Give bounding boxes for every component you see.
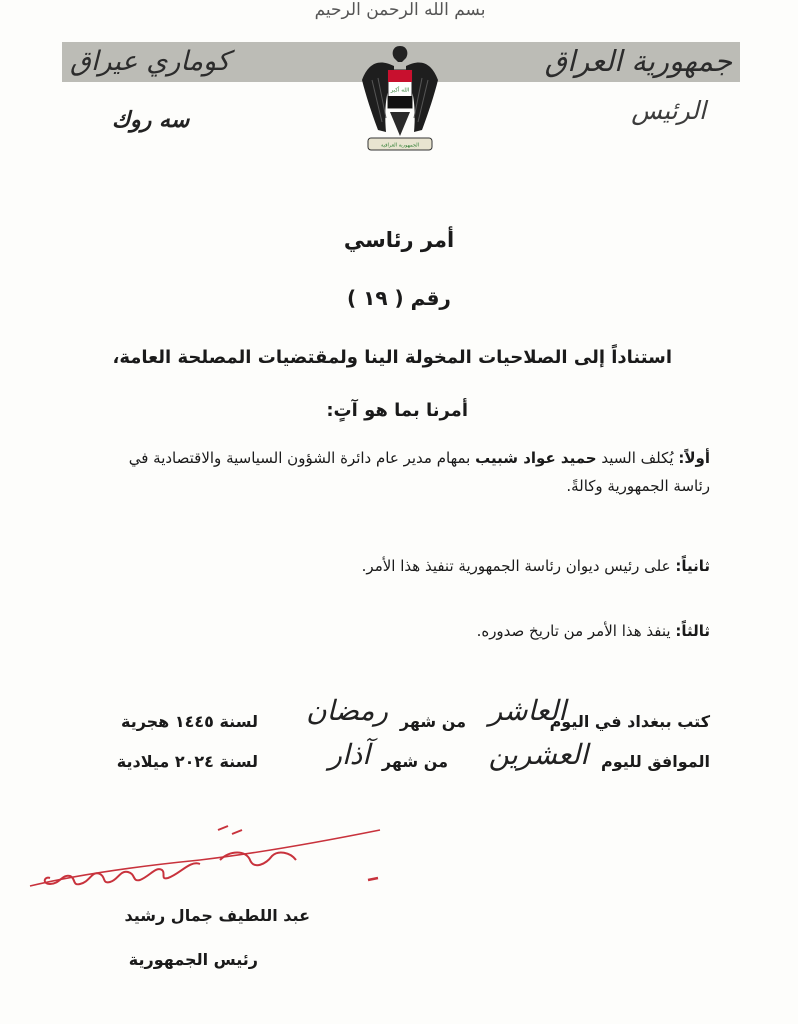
- republic-title-kurdish: كوماري عيراق: [70, 46, 230, 77]
- date-line2-prefix: الموافق لليوم: [600, 752, 710, 771]
- date-line2-year: لسنة ٢٠٢٤ ميلادية: [116, 752, 258, 771]
- item-label: ثالثاً:: [675, 622, 710, 640]
- signatory-name: عبد اللطيف جمال رشيد: [124, 906, 310, 925]
- basmala: بسم الله الرحمن الرحيم: [314, 0, 486, 20]
- item-label: ثانياً:: [675, 557, 710, 575]
- date-line2-month: آذار: [328, 738, 370, 771]
- preamble: استناداً إلى الصلاحيات المخولة الينا ولمقتضيات المصلحة العامة،: [112, 347, 672, 368]
- order-item-second: [362, 552, 710, 580]
- appointee-name: حميد عواد شبيب: [475, 449, 597, 467]
- order-number: رقم ( ١٩ ): [347, 286, 451, 310]
- date-line1-prefix: كتب ببغداد في اليوم: [549, 712, 710, 731]
- republic-title-arabic: جمهورية العراق: [544, 44, 732, 78]
- item-text: ينفذ هذا الأمر من تاريخ صدوره.: [476, 622, 676, 640]
- order-title: أمر رئاسي: [343, 228, 455, 252]
- president-title-arabic: الرئيس: [631, 96, 706, 125]
- eagle-head-icon: [393, 46, 408, 62]
- iraq-eagle-emblem: [360, 40, 440, 158]
- item-text: على رئيس ديوان رئاسة الجمهورية تنفيذ هذا الأمر.: [361, 557, 676, 575]
- item-text: يُكلف السيد: [596, 449, 679, 467]
- president-signature: [20, 820, 400, 900]
- emblem-scroll-text: الجمهورية العراقية: [380, 142, 420, 149]
- president-title-kurdish: سه روك: [112, 107, 190, 133]
- order-item-third: [477, 617, 710, 645]
- date-line1-month: رمضان: [306, 694, 388, 727]
- date-line1-day: العاشر: [488, 694, 566, 727]
- item-label: أولاً:: [678, 449, 710, 467]
- date-line2-month-label: من شهر: [381, 752, 448, 771]
- emblem-motto: الله أكبر: [390, 87, 410, 94]
- signatory-title: رئيس الجمهورية: [128, 950, 258, 969]
- item-text: بمهام مدير عام دائرة الشؤون السياسية والاقتصادية في رئاسة الجمهورية وكالةً.: [128, 449, 710, 495]
- order-item-first: [90, 444, 710, 500]
- date-line1-month-label: من شهر: [399, 712, 466, 731]
- command-intro: أمرنا بما هو آتٍ:: [326, 400, 468, 421]
- date-line1-year: لسنة ١٤٤٥ هجرية: [120, 712, 258, 731]
- date-line2-day: العشرين: [488, 738, 588, 771]
